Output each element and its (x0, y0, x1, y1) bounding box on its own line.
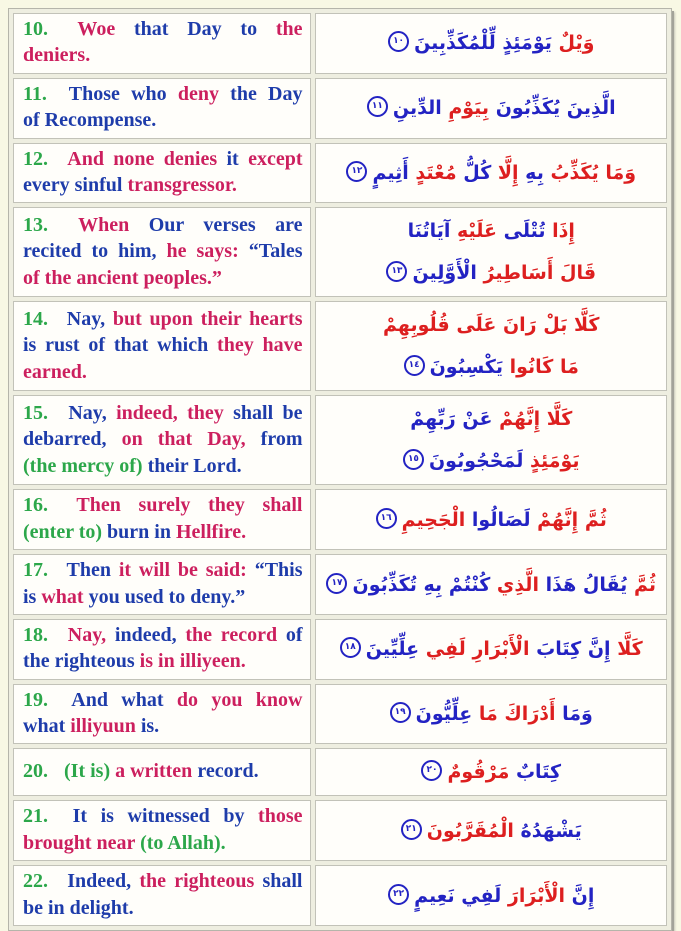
verse-end-marker: ١١ (367, 96, 388, 117)
arabic-word: لَصَالُوا (471, 508, 531, 531)
arabic-word: نَعِيمٍ (414, 884, 455, 907)
arabic-word: آيَاتُنَا (407, 220, 451, 243)
verse-end-marker: ١٥ (403, 449, 424, 470)
arabic-word: وَمَا يُكَذِّبُ (550, 161, 637, 184)
english-line (23, 453, 302, 479)
verse-row-10 (13, 13, 667, 74)
verse-row-22 (13, 865, 667, 926)
english-segment: transgressor. (127, 173, 237, 196)
verse-row-13 (13, 207, 667, 297)
english-line (23, 426, 302, 452)
english-segment: (enter to) (23, 520, 103, 543)
english-segment: brought near (23, 831, 136, 854)
verse-number: 13. (23, 213, 48, 236)
arabic-word: لَفِي (461, 884, 502, 907)
arabic-word: بِهِ (423, 573, 443, 596)
arabic-word: إِنَّهُمْ (537, 508, 579, 531)
english-segment: Indeed, (67, 870, 132, 893)
verse-row-19 (13, 684, 667, 745)
arabic-word: ثُمَّ (584, 508, 607, 531)
english-segment: And none denies (67, 147, 218, 170)
english-segment: of Recompense. (23, 109, 157, 132)
english-segment: they have (217, 334, 303, 357)
arabic-line (326, 693, 656, 735)
arabic-word: الَّذِينَ (566, 97, 616, 120)
arabic-line (326, 440, 656, 482)
verse-end-marker: ١٠ (388, 31, 409, 52)
english-translation-cell (13, 13, 311, 74)
arabic-verse-cell (315, 143, 667, 204)
arabic-verse-cell (315, 207, 667, 297)
verse-number: 12. (23, 147, 48, 170)
arabic-line (326, 564, 656, 606)
arabic-word: عِلِّيِّينَ (365, 638, 420, 661)
arabic-verse-cell (315, 748, 667, 796)
verse-end-marker: ١٨ (340, 637, 361, 658)
arabic-word: رَبِّهِمْ (410, 408, 456, 431)
verse-row-11 (13, 78, 667, 139)
arabic-word: بَلْ (543, 314, 568, 337)
arabic-word: عَنْ (462, 408, 493, 431)
english-segment: do you know (176, 688, 303, 711)
arabic-word: كَلَّا (546, 408, 573, 431)
arabic-word: لَمَحْجُوبُونَ (428, 450, 524, 473)
english-segment: When (78, 213, 130, 236)
verse-number: 17. (23, 559, 48, 582)
arabic-word: تُكَذِّبُونَ (352, 573, 417, 596)
arabic-word: تُتْلَى (503, 220, 546, 243)
arabic-verse-cell (315, 78, 667, 139)
english-line (23, 332, 302, 358)
english-segment: illiyuun (70, 715, 136, 738)
arabic-word: عَلَيْهِ (457, 220, 498, 243)
english-line (23, 758, 302, 784)
english-segment: that Day to (133, 18, 258, 40)
page-frame (8, 8, 672, 931)
english-segment: their Lord. (147, 454, 242, 477)
english-translation-cell (13, 301, 311, 391)
english-segment: the record (185, 623, 278, 646)
arabic-line (326, 751, 656, 793)
english-segment: shall (262, 870, 303, 893)
verse-number: 20. (23, 760, 48, 783)
arabic-word: مَا (478, 703, 498, 726)
arabic-word: يَوْمَئِذٍ (530, 450, 580, 473)
english-segment: what (41, 585, 84, 608)
english-line (23, 803, 302, 829)
arabic-line (326, 210, 656, 252)
arabic-word: كَلَّا (617, 638, 643, 661)
english-segment: Then surely they shall (76, 494, 303, 517)
english-segment: Nay, (67, 623, 107, 646)
arabic-verse-cell (315, 395, 667, 485)
arabic-word: يُقَالُ (582, 573, 628, 596)
english-segment: of (285, 623, 303, 646)
english-translation-cell (13, 684, 311, 745)
english-line (23, 42, 302, 68)
verse-row-14 (13, 301, 667, 391)
english-line (23, 895, 302, 921)
english-segment: every sinful (23, 173, 123, 196)
english-segment: deny (177, 82, 219, 105)
arabic-word: هَذَا (545, 573, 577, 596)
english-segment: deniers. (23, 44, 91, 67)
arabic-word: يُكَذِّبُونَ (495, 97, 561, 120)
arabic-verse-cell (315, 619, 667, 680)
verse-row-21 (13, 800, 667, 861)
verse-end-marker: ١٢ (346, 161, 367, 182)
verse-number: 18. (23, 623, 48, 646)
arabic-word: كَلَّا (573, 314, 600, 337)
english-line (23, 107, 302, 133)
english-translation-cell (13, 143, 311, 204)
arabic-word: كَانُوا (509, 356, 554, 379)
arabic-word: الْأَبْرَارَ (507, 884, 565, 907)
english-segment: recited to him, (23, 240, 157, 263)
english-line (23, 212, 302, 238)
arabic-line (326, 499, 656, 541)
arabic-word: مَرْقُومٌ (447, 761, 510, 784)
english-line (23, 146, 302, 172)
verse-number: 11. (23, 82, 47, 105)
english-translation-cell (13, 619, 311, 680)
english-line (23, 81, 302, 107)
arabic-word: أَدْرَاكَ (504, 703, 556, 726)
arabic-line (326, 304, 656, 346)
arabic-word: أَثِيمٍ (372, 161, 409, 184)
english-translation-cell (13, 865, 311, 926)
arabic-word: الْجَحِيمِ (401, 508, 466, 531)
english-translation-cell (13, 78, 311, 139)
english-translation-cell (13, 395, 311, 485)
english-line (23, 16, 302, 42)
verse-end-marker: ٢١ (401, 819, 422, 840)
english-line (23, 359, 302, 385)
verse-number: 15. (23, 401, 48, 424)
english-segment: Those who (68, 82, 167, 105)
english-segment: earned. (23, 360, 87, 383)
english-segment: indeed, (114, 623, 177, 646)
arabic-word: إِذَا (552, 220, 575, 243)
verse-number: 14. (23, 307, 48, 330)
english-segment: “This (254, 559, 303, 582)
arabic-word: الْأَبْرَارِ (472, 638, 530, 661)
english-line (23, 622, 302, 648)
english-segment: Nay, (68, 401, 107, 424)
arabic-word: لِّلْمُكَذِّبِينَ (414, 32, 496, 55)
verse-end-marker: ١٩ (390, 702, 411, 723)
arabic-word: وَمَا (562, 703, 593, 726)
verse-row-16 (13, 489, 667, 550)
arabic-word: قُلُوبِهِمْ (383, 314, 450, 337)
english-segment: you used to deny.” (88, 585, 246, 608)
arabic-word: يَوْمَئِذٍ (502, 32, 552, 55)
verse-number: 21. (23, 805, 48, 828)
arabic-word: قَالَ (559, 262, 597, 285)
arabic-word: الدِّينِ (392, 97, 442, 120)
english-segment: (to Allah). (140, 831, 226, 854)
english-segment: “Tales (248, 240, 303, 263)
english-segment: the (275, 18, 303, 40)
arabic-word: وَيْلٌ (558, 32, 595, 55)
arabic-word: الَّذِي (496, 573, 539, 596)
arabic-word: أَسَاطِيرُ (483, 262, 554, 285)
arabic-line (326, 22, 656, 64)
arabic-line (326, 346, 656, 388)
arabic-verse-cell (315, 301, 667, 391)
arabic-verse-cell (315, 865, 667, 926)
english-segment: And what (71, 688, 164, 711)
arabic-line (326, 87, 656, 129)
english-segment: shall be (233, 401, 303, 424)
verses-table-body (13, 13, 667, 926)
english-segment: Woe (77, 18, 116, 40)
arabic-word: إِلَّا (497, 161, 519, 184)
english-segment: Our verses are (148, 213, 303, 236)
english-segment: those (258, 805, 303, 828)
english-segment: Nay, (66, 307, 106, 330)
arabic-word: الْأَوَّلِينَ (412, 262, 477, 285)
verse-end-marker: ٢٢ (388, 884, 409, 905)
english-translation-cell (13, 554, 311, 615)
english-segment: the righteous (139, 870, 255, 893)
english-line (23, 400, 302, 426)
arabic-word: لَفِي (425, 638, 466, 661)
english-segment: It is witnessed by (72, 805, 245, 828)
english-segment: indeed, they (116, 401, 224, 424)
arabic-verse-cell (315, 800, 667, 861)
english-translation-cell (13, 800, 311, 861)
arabic-verse-cell (315, 684, 667, 745)
arabic-line (326, 252, 656, 294)
arabic-line (326, 628, 656, 670)
verse-end-marker: ١٣ (386, 261, 407, 282)
english-segment: record. (197, 760, 259, 783)
english-segment: a written (115, 760, 193, 783)
english-line (23, 238, 302, 264)
english-segment: except (248, 147, 303, 170)
verse-end-marker: ١٦ (376, 508, 397, 529)
english-segment: is in illiyeen. (139, 650, 246, 673)
arabic-word: مُعْتَدٍ (415, 161, 457, 184)
english-translation-cell (13, 748, 311, 796)
verse-row-18 (13, 619, 667, 680)
arabic-word: إِنَّهُمْ (499, 408, 541, 431)
english-line (23, 265, 302, 291)
arabic-word: بِهِ (525, 161, 544, 184)
english-segment: it (226, 147, 239, 170)
english-segment: burn in (107, 520, 171, 543)
english-segment: be in delight. (23, 896, 134, 919)
english-segment: it will be said: (118, 559, 247, 582)
english-line (23, 519, 302, 545)
english-segment: is. (140, 715, 160, 738)
verse-row-12 (13, 143, 667, 204)
english-segment: what (23, 715, 66, 738)
arabic-word: الْمُقَرَّبُونَ (426, 819, 514, 842)
english-line (23, 557, 302, 583)
english-segment: (It is) (64, 760, 111, 783)
arabic-line (326, 152, 656, 194)
arabic-word: مَا (559, 356, 579, 379)
arabic-word: كِتَابٌ (515, 761, 562, 784)
verse-number: 19. (23, 688, 48, 711)
english-line (23, 492, 302, 518)
arabic-word: كِتَابَ (536, 638, 582, 661)
arabic-word: عِلِّيُّونَ (415, 703, 473, 726)
english-segment: he says: (166, 240, 239, 263)
english-translation-cell (13, 489, 311, 550)
arabic-line (326, 398, 656, 440)
english-line (23, 830, 302, 856)
arabic-word: يَكْسِبُونَ (429, 356, 503, 379)
english-line (23, 172, 302, 198)
arabic-verse-cell (315, 489, 667, 550)
english-segment: of the ancient peoples.” (23, 266, 222, 289)
verse-end-marker: ١٧ (326, 573, 347, 594)
verse-number: 10. (23, 18, 48, 40)
english-line (23, 687, 302, 713)
english-segment: Then (66, 559, 111, 582)
english-line (23, 306, 302, 332)
arabic-line (326, 810, 656, 852)
verses-table (8, 8, 672, 931)
verse-row-15 (13, 395, 667, 485)
arabic-word: كُنْتُمْ (448, 573, 491, 596)
english-segment: (the mercy of) (23, 454, 143, 477)
arabic-word: رَانَ (502, 314, 537, 337)
english-line (23, 713, 302, 739)
arabic-word: كُلُّ (463, 161, 492, 184)
verse-number: 22. (23, 870, 48, 893)
english-segment: Hellfire. (175, 520, 247, 543)
english-segment: but upon their hearts (112, 307, 303, 330)
english-line (23, 868, 302, 894)
arabic-word: يَشْهَدُهُ (520, 819, 582, 842)
english-segment: is (23, 585, 37, 608)
english-segment: the righteous (23, 650, 135, 673)
arabic-word: ثُمَّ (633, 573, 656, 596)
english-segment: is rust of that which (23, 334, 209, 357)
arabic-verse-cell (315, 13, 667, 74)
arabic-word: بِيَوْمِ (448, 97, 490, 120)
verse-row-20 (13, 748, 667, 796)
english-segment: the Day (230, 82, 303, 105)
english-translation-cell (13, 207, 311, 297)
english-segment: on that Day, (121, 428, 246, 451)
verse-row-17 (13, 554, 667, 615)
arabic-word: عَلَى (456, 314, 497, 337)
verse-end-marker: ١٤ (404, 355, 425, 376)
arabic-word: إِنَّ (587, 638, 611, 661)
verse-number: 16. (23, 494, 48, 517)
english-line (23, 648, 302, 674)
english-segment: from (260, 428, 303, 451)
english-segment: debarred, (23, 428, 107, 451)
english-line (23, 584, 302, 610)
arabic-verse-cell (315, 554, 667, 615)
verse-end-marker: ٢٠ (421, 760, 442, 781)
arabic-word: إِنَّ (571, 884, 595, 907)
